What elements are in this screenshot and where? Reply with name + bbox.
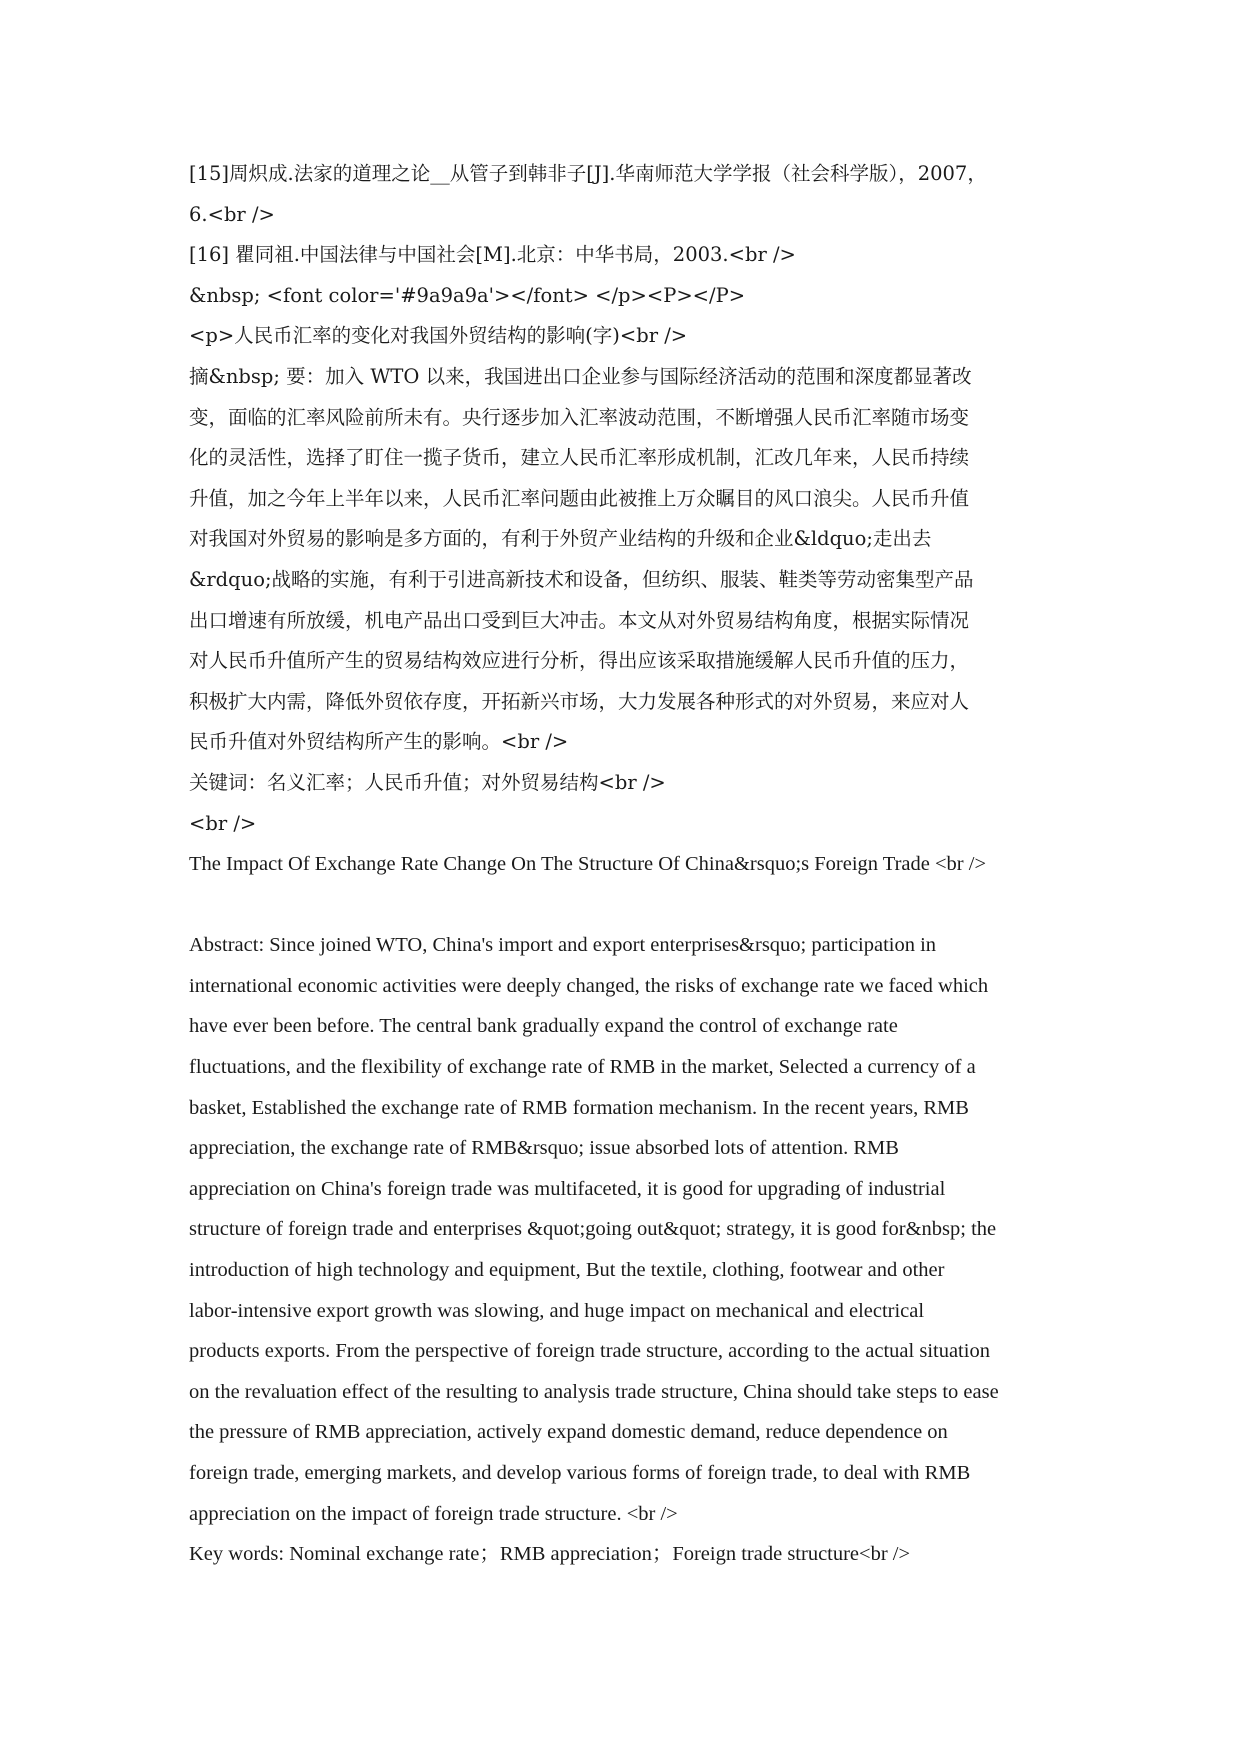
abstract-en-line: structure of foreign trade and enterprises &quot;going out&quot; strategy, it is good for&nbsp; the xyxy=(189,1218,997,1241)
abstract-en-line: foreign trade, emerging markets, and develop various forms of foreign trade, to deal with RMB xyxy=(189,1462,971,1484)
abstract-cn-line: 对人民币升值所产生的贸易结构效应进行分析，得出应该采取措施缓解人民币升值的压力， xyxy=(189,649,970,673)
document-page xyxy=(189,154,1061,1575)
blank-break-line: <br /> xyxy=(189,811,257,835)
abstract-en-line: the pressure of RMB appreciation, actively expand domestic demand, reduce dependence on xyxy=(189,1421,948,1444)
keywords-en: Key words: Nominal exchange rate；RMB appreciation；Foreign trade structure<br /> xyxy=(189,1543,911,1566)
abstract-cn-line: 出口增速有所放缓，机电产品出口受到巨大冲击。本文从对外贸易结构角度，根据实际情况 xyxy=(189,608,970,632)
html-residue-line: &nbsp; <font color='#9a9a9a'></font> </p><P></P> xyxy=(189,283,746,307)
abstract-en-line: products exports. From the perspective of foreign trade structure, according to the actual situation xyxy=(189,1340,990,1363)
abstract-cn-line: 对我国对外贸易的影响是多方面的，有利于外贸产业结构的升级和企业&ldquo;走出去 xyxy=(189,527,932,551)
abstract-en-line: have ever been before. The central bank gradually expand the control of exchange rate xyxy=(189,1015,898,1038)
abstract-en-line: fluctuations, and the flexibility of exchange rate of RMB in the market, Selected a currency of a xyxy=(189,1056,976,1079)
abstract-en-line: on the revaluation effect of the resulting to analysis trade structure, China should take steps to ease xyxy=(189,1380,999,1403)
abstract-cn-line: 升值，加之今年上半年以来，人民币汇率问题由此被推上万众瞩目的风口浪尖。人民币升值 xyxy=(189,486,970,510)
article-title-en: The Impact Of Exchange Rate Change On The Structure Of China&rsquo;s Foreign Trade <br /> xyxy=(189,853,987,876)
abstract-cn-line: 化的灵活性，选择了盯住一揽子货币，建立人民币汇率形成机制，汇改几年来，人民币持续 xyxy=(189,446,970,470)
abstract-cn-line: &rdquo;战略的实施，有利于引进高新技术和设备，但纺织、服装、鞋类等劳动密集型产品 xyxy=(189,567,974,591)
abstract-en-line: labor-intensive export growth was slowing, and huge impact on mechanical and electrical xyxy=(189,1299,925,1322)
abstract-cn-line: 积极扩大内需，降低外贸依存度，开拓新兴市场，大力发展各种形式的对外贸易，来应对人 xyxy=(189,689,970,713)
abstract-en-line: appreciation on China's foreign trade was multifaceted, it is good for upgrading of industrial xyxy=(189,1177,946,1200)
abstract-cn-line: 变，面临的汇率风险前所未有。央行逐步加入汇率波动范围，不断增强人民币汇率随市场变 xyxy=(189,405,970,429)
abstract-en-line: introduction of high technology and equipment, But the textile, clothing, footwear and other xyxy=(189,1259,945,1282)
abstract-cn-line: 摘&nbsp; 要：加入 WTO 以来，我国进出口企业参与国际经济活动的范围和深度都显著改 xyxy=(189,364,972,388)
abstract-cn-line: 民币升值对外贸结构所产生的影响。<br /> xyxy=(189,730,569,754)
keywords-cn: 关键词：名义汇率；人民币升值；对外贸易结构<br /> xyxy=(189,770,666,794)
abstract-en-line: Abstract: Since joined WTO, China's import and export enterprises&rsquo; participation in xyxy=(189,934,937,957)
abstract-en-line: appreciation on the impact of foreign trade structure. <br /> xyxy=(189,1502,678,1525)
reference-line: [15]周炽成.法家的道理之论__从管子到韩非子[J].华南师范大学学报（社会科学版），2007， xyxy=(189,162,987,185)
article-title-cn: <p>人民币汇率的变化对我国外贸结构的影响(字)<br /> xyxy=(189,324,688,348)
reference-16: [16] 瞿同祖.中国法律与中国社会[M].北京：中华书局，2003.<br /> xyxy=(189,243,796,267)
abstract-en-line: basket, Established the exchange rate of RMB formation mechanism. In the recent years, RMB xyxy=(189,1096,969,1119)
blank-gap xyxy=(189,885,1061,926)
english-section xyxy=(189,844,1061,1575)
abstract-en xyxy=(189,925,1061,1534)
abstract-cn xyxy=(189,357,1061,763)
reference-line: 6.<br /> xyxy=(189,202,275,226)
reference-15 xyxy=(189,154,1061,235)
abstract-en-line: international economic activities were deeply changed, the risks of exchange rate we faced which xyxy=(189,974,989,997)
abstract-en-line: appreciation, the exchange rate of RMB&rsquo; issue absorbed lots of attention. RMB xyxy=(189,1137,899,1160)
